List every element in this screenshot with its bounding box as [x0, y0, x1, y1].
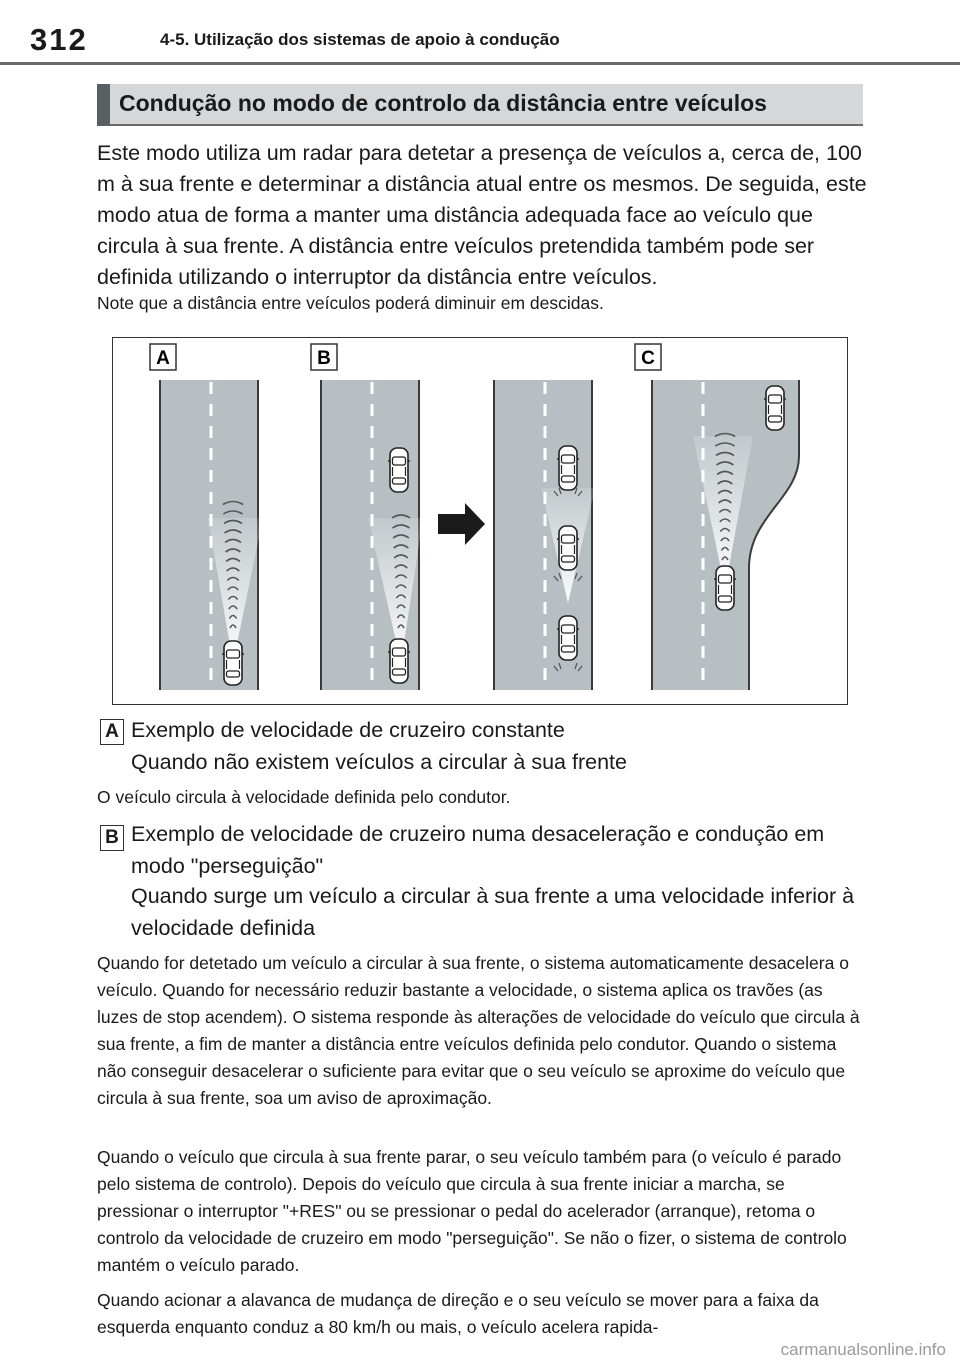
header-divider — [0, 62, 960, 65]
item-b-body-1: Quando for detetado um veículo a circular à sua frente, o sistema automaticamente desacelera o veículo. Quando for necessário reduzir bastante a velocidade, o sistema aplica os travões (as luzes de stop acendem). O sistema responde às alterações de velocidade do veículo que circula à sua frente, a fim de manter a distância entre veículos definida pelo condutor. Quando o sistema não conseguir desacelerar o suficiente para evitar que o seu veículo se aproxime do veículo que circula à sua frente, soa um aviso de aproximação. — [97, 953, 860, 1108]
section-title: Condução no modo de controlo da distância entre veículos — [119, 90, 767, 116]
section-heading — [97, 84, 863, 126]
road-diagram — [113, 338, 849, 706]
road-b-left — [321, 380, 423, 690]
watermark: carmanualsonline.info — [780, 1340, 946, 1359]
road-c — [652, 380, 799, 690]
page-number: 312 — [30, 22, 88, 57]
figure-label-b: B — [317, 348, 331, 369]
item-b-subtitle: Quando surge um veículo a circular à sua frente a uma velocidade inferior à velocidade definida — [131, 884, 855, 940]
item-a-body: O veículo circula à velocidade definida pelo condutor. — [97, 787, 511, 807]
intro-paragraph: Este modo utiliza um radar para detetar a presença de veículos a, cerca de, 100 m à sua frente e determinar a distância atual entre os mesmos. De seguida, este modo atua de forma a manter uma distância adequada face ao veículo que circula à sua frente. A distância entre veículos pretendida também pode ser definida utilizando o interruptor da distância entre veículos. — [97, 141, 867, 289]
item-a-subtitle: Quando não existem veículos a circular à sua frente — [131, 750, 627, 774]
transition-arrow — [438, 503, 485, 545]
section-accent — [97, 84, 110, 126]
item-b-body-3: Quando acionar a alavanca de mudança de direção e o seu veículo se mover para a faixa da esquerda enquanto conduz a 80 km/h ou mais, o veículo acelera rapida- — [97, 1290, 819, 1337]
intro-note: Note que a distância entre veículos poderá diminuir em descidas. — [97, 293, 604, 313]
illustration-figure — [112, 337, 848, 705]
figure-labels — [150, 344, 661, 370]
road-a — [160, 380, 263, 690]
figure-label-a: A — [156, 348, 170, 369]
figure-label-c: C — [641, 348, 655, 369]
road-b-right — [494, 380, 595, 690]
item-b-body-2: Quando o veículo que circula à sua frente parar, o seu veículo também para (o veículo é parado pelo sistema de controlo). Depois do veículo que circula à sua frente iniciar a marcha, se pressionar o interruptor "+RES" ou se pressionar o pedal do acelerador (arranque), retoma o controlo da velocidade de cruzeiro em modo "perseguição". Se não o fizer, o sistema de controlo mantém o veículo parado. — [97, 1147, 847, 1275]
item-a-title: Exemplo de velocidade de cruzeiro constante — [131, 718, 565, 742]
item-label-a: A — [100, 719, 124, 745]
item-b-title: Exemplo de velocidade de cruzeiro numa desaceleração e condução em modo "perseguição" — [131, 822, 825, 878]
item-label-b: B — [100, 825, 124, 851]
chapter-title: 4-5. Utilização dos sistemas de apoio à condução — [160, 30, 560, 49]
